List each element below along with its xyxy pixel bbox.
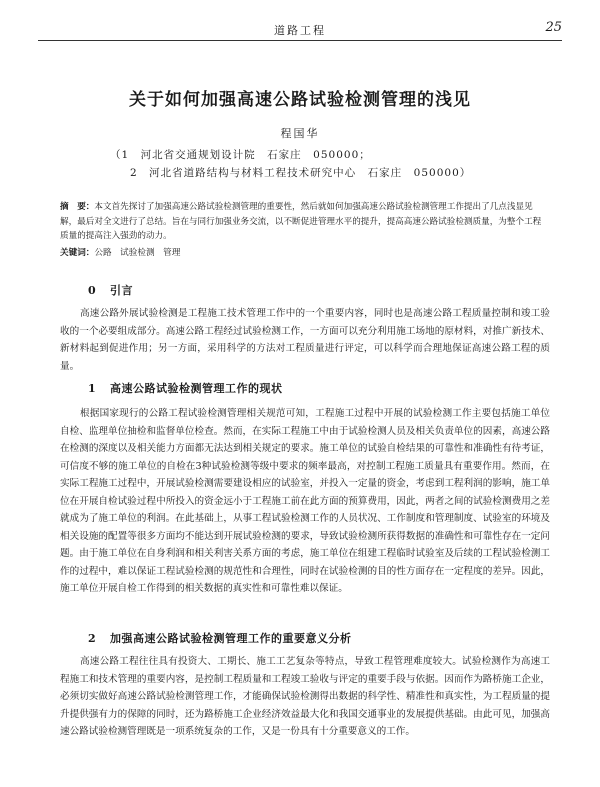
section-heading-status	[88, 380, 283, 396]
affiliation-2: 2 河北省道路结构与材料工程技术研究中心 石家庄 050000）	[130, 167, 472, 179]
affiliation-1: （1 河北省交通规划设计院 石家庄 050000；	[110, 149, 371, 161]
keywords-label: 关键词：	[60, 248, 95, 258]
article-title: 关于如何加强高速公路试验检测管理的浅见	[129, 90, 471, 110]
header-rule	[38, 40, 562, 41]
journal-name: 道路工程	[274, 24, 326, 37]
author-name: 程国华	[280, 127, 320, 140]
section-body-status: 根据国家现行的公路工程试验检测管理相关规范可知，工程施工过程中开展的试验检测工作主要包括施工单位自检、监理单位抽检和监督单位检查。然而，在实际工程施工中由于试验检测人员及相关负责单位的因素，高速公路在检测的深度以及相关能力方面都无法达到相关规定的要求。施工单位的试验自检结果的可靠性和准确性有待考证，可信度不够的施工单位的自检在3种试验检测等级中要求的频率最高，对控制工程施工质量具有重要作用。然而，在实际工程施工过程中，开展试验检测需要建设相应的试验室，并投入一定量的资金，考虑到工程利润的影响，施工单位在开展自检试验过程中所投入的资金远小于工程施工前在此方面的预算费用，因此，两者之间的试验检测费用之差就成为了施工单位的利润。在此基础上，从事工程试验检测工作的人员状况、工作制度和管理制度、试验室的环境及相关设施的配置等很多方面均不能达到开展试验检测的要求，导致试验检测所获得数据的准确性和可靠性存在一定问题。由于施工单位在自身利润和相关利害关系方面的考虑，施工单位在组建工程临时试验室及后续的工程试验检测工作的过程中，难以保证工程试验检测的规范性和合理性，同时在试验检测的目的性方面存在一定程度的差异。因此，施工单位开展自检工作得到的相关数据的真实性和可靠性难以保证。	[60, 408, 550, 594]
keywords-block	[60, 246, 546, 258]
abstract-label: 摘 要：	[60, 202, 95, 212]
section-body-significance: 高速公路工程往往具有投资大、工期长、施工工艺复杂等特点，导致工程管理难度较大。试验检测作为高速工程施工和技术管理的重要内容，是控制工程质量和工程竣工验收与评定的重要手段与依据。因而作为路桥施工企业，必须切实做好高速公路试验检测管理工作，才能确保试验检测得出数据的科学性、精准性和真实性，为工程质量的提升提供强有力的保障的同时，还为路桥施工企业经济效益最大化和我国交通事业的发展提供基础。由此可见，加强高速公路试验检测管理既是一项系统复杂的工作，又是一份具有十分重要意义的工作。	[60, 656, 550, 737]
section-body-intro: 高速公路外展试验检测是工程施工技术管理工作中的一个重要内容，同时也是高速公路工程质量控制和竣工验收的一个必要组成部分。高速公路工程经过试验检测工作，一方面可以充分利用施工场地的原材料，对推广新技术、新材料起到促进作用；另一方面，采用科学的方法对工程质量进行评定，可以科学而合理地保证高速公路工程的质量。	[60, 308, 550, 372]
keywords-text: 公路 试验检测 管理	[94, 248, 181, 258]
abstract-block	[60, 200, 546, 244]
section-number: 1	[88, 382, 97, 395]
section-number: 0	[88, 284, 97, 297]
section-title: 加强高速公路试验检测管理工作的重要意义分析	[110, 632, 352, 645]
section-number: 2	[88, 632, 97, 645]
section-heading-intro	[88, 282, 133, 298]
section-title: 高速公路试验检测管理工作的现状	[110, 382, 283, 395]
page-number: 25	[545, 20, 562, 35]
section-heading-significance	[88, 630, 352, 646]
abstract-text: 本文首先探讨了加强高速公路试验检测管理的重要性，然后就如何加强高速公路试验检测管理工作提出了几点浅显见解，最后对全文进行了总结。旨在与同行加强业务交流，以不断促进管理水平的提升，提高高速公路试验检测质量，为整个工程质量的提高注入强劲的动力。	[60, 202, 542, 241]
section-title: 引言	[110, 284, 133, 297]
running-header	[0, 0, 600, 44]
